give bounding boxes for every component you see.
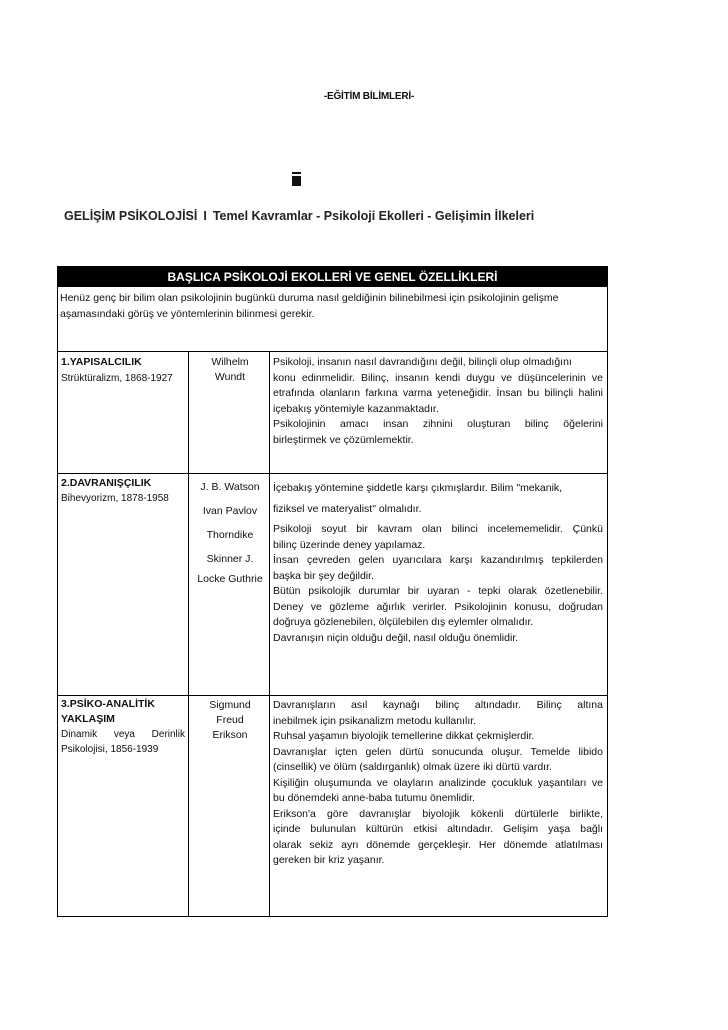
school-title: YAKLAŞIM [61, 713, 115, 725]
person-name: Wilhelm [211, 356, 249, 368]
description-line: Bütün psikolojik durumlar bir uyaran - tepki olarak özetlenebilir. [273, 585, 603, 597]
school-description [273, 481, 603, 646]
description-line: Psikoloji, insanın nasıl davrandığını değil, bilinçli olup olmadığını [273, 356, 572, 368]
document-title [64, 209, 534, 223]
description-line: konu edinmelidir. Bilinç, insanın kendi duygu ve düşüncelerinin ve [273, 371, 603, 384]
description-line: bu dönemdeki anne-baba tutumu önemlidir. [273, 792, 475, 804]
description-line: Davranışın niçin olduğu değil, nasıl olduğu önemlidir. [273, 631, 519, 644]
person-name: J. B. Watson [200, 481, 260, 493]
description-line: doğruya gözlenebilen, ölçülebilen dış eylemler olmalıdır. [273, 616, 534, 628]
table-intro [60, 290, 603, 322]
school-subtitle: Bihevyorizm, 1878-1958 [61, 493, 169, 504]
school-people [192, 355, 268, 385]
person-name: Sigmund [209, 699, 251, 711]
school-description [273, 355, 603, 448]
description-line: olarak sekiz ayrı dönemde gerçekleşir. Her dönemde atlatılması [273, 838, 603, 851]
intro-line: Henüz genç bir bilim olan psikolojinin bugünkü duruma nasıl geldiğinin bilinebilmesi için psikolojinin gelişme [60, 292, 559, 304]
title-main: GELİŞİM PSİKOLOJİSİ [64, 209, 198, 223]
square-bullet-icon [292, 172, 301, 186]
schools-table [57, 266, 608, 917]
school-people [192, 480, 268, 587]
school-subtitle: Psikolojisi, 1856-1939 [61, 744, 159, 755]
description-line: İnsan çevreden gelen uyarıcılara karşı kazandırılmış tepkilerden [273, 554, 603, 566]
column-divider [269, 351, 270, 916]
description-line: Psikoloji soyut bir kavram olan bilinci incelememelidir. Çünkü [273, 523, 603, 535]
row-divider [58, 351, 607, 352]
school-title: 3.PSİKO-ANALİTİK [61, 698, 155, 710]
description-line: (cinsellik) ve ölüm (saldırganlık) olmak üzere iki dürtü vardır. [273, 761, 552, 773]
description-line: bilinç üzerinde deney yapılamaz. [273, 538, 426, 551]
description-line: Deney ve gözleme ağırlık verirler. Psikolojinin konusu, doğrudan [273, 600, 603, 613]
table-heading: BAŞLICA PSİKOLOJİ EKOLLERİ VE GENEL ÖZELLİKLERİ [58, 267, 607, 287]
description-line: içebakış yöntemiyle kazanmaktadır. [273, 402, 439, 415]
row-divider [58, 695, 607, 696]
description-line: içinde bulunulan kültürün etkisi altındadır. Gelişim yaşa bağlı [273, 823, 603, 835]
school-subtitle: Dinamik veya Derinlik [61, 729, 185, 740]
person-name: Ivan Pavlov [202, 505, 258, 517]
description-line: Kişiliğin oluşumunda ve olayların analizinde çocukluk yaşantıları ve [273, 776, 603, 789]
person-name: Erikson [212, 729, 248, 741]
person-name: Skinner J. [206, 553, 254, 565]
description-line: Davranışlar içten gelen dürtü sonucunda oluşur. Temelde libido [273, 745, 603, 758]
description-line: birleştirmek ve çözümlemektir. [273, 433, 414, 446]
row-divider [58, 473, 607, 474]
column-divider [188, 351, 189, 916]
description-line: fiziksel ve materyalist" olmalıdır. [273, 502, 422, 515]
description-line: Erikson'a göre davranışlar biyolojik kökenli dürtülerle birlikte, [273, 807, 603, 820]
description-line: Davranışların asıl kaynağı bilinç altındadır. Bilinç altına [273, 699, 603, 711]
description-line: etrafında olanların farkına varma yeteneğidir. İnsan bu bilinçli halini [273, 387, 603, 399]
school-subtitle: Strüktüralizm, 1868-1927 [61, 373, 173, 384]
description-line: gereken bir kriz yaşanır. [273, 854, 385, 866]
school-description [273, 698, 603, 869]
school-people [192, 698, 268, 743]
intro-line: aşamasındaki görüş ve yöntemlerinin bilinmesi gerekir. [60, 308, 315, 320]
title-separator: I [203, 209, 207, 223]
description-line: Ruhsal yaşamın biyolojik temellerine dikkat çekmişlerdir. [273, 730, 535, 742]
title-subtitle: Temel Kavramlar - Psikoloji Ekolleri - Gelişimin İlkeleri [212, 209, 535, 223]
description-line: inebilmek için psikanalizm metodu kullanılır. [273, 714, 477, 727]
school-title: 1.YAPISALCILIK [61, 356, 142, 368]
section-header: -EĞİTİM BİLİMLERİ- [323, 91, 415, 102]
school-title: 2.DAVRANIŞÇILIK [61, 477, 152, 489]
description-line: Psikolojinin amacı insan zihnini oluşturan bilinç öğelerini [273, 418, 603, 430]
person-name: Locke Guthrie [197, 573, 263, 585]
person-name: Thorndike [206, 529, 254, 541]
person-name: Wundt [214, 371, 246, 383]
description-line: İçebakış yöntemine şiddetle karşı çıkmışlardır. Bilim "mekanik, [273, 482, 563, 494]
description-line: başka bir şey değildir. [273, 569, 374, 582]
person-name: Freud [216, 714, 244, 726]
